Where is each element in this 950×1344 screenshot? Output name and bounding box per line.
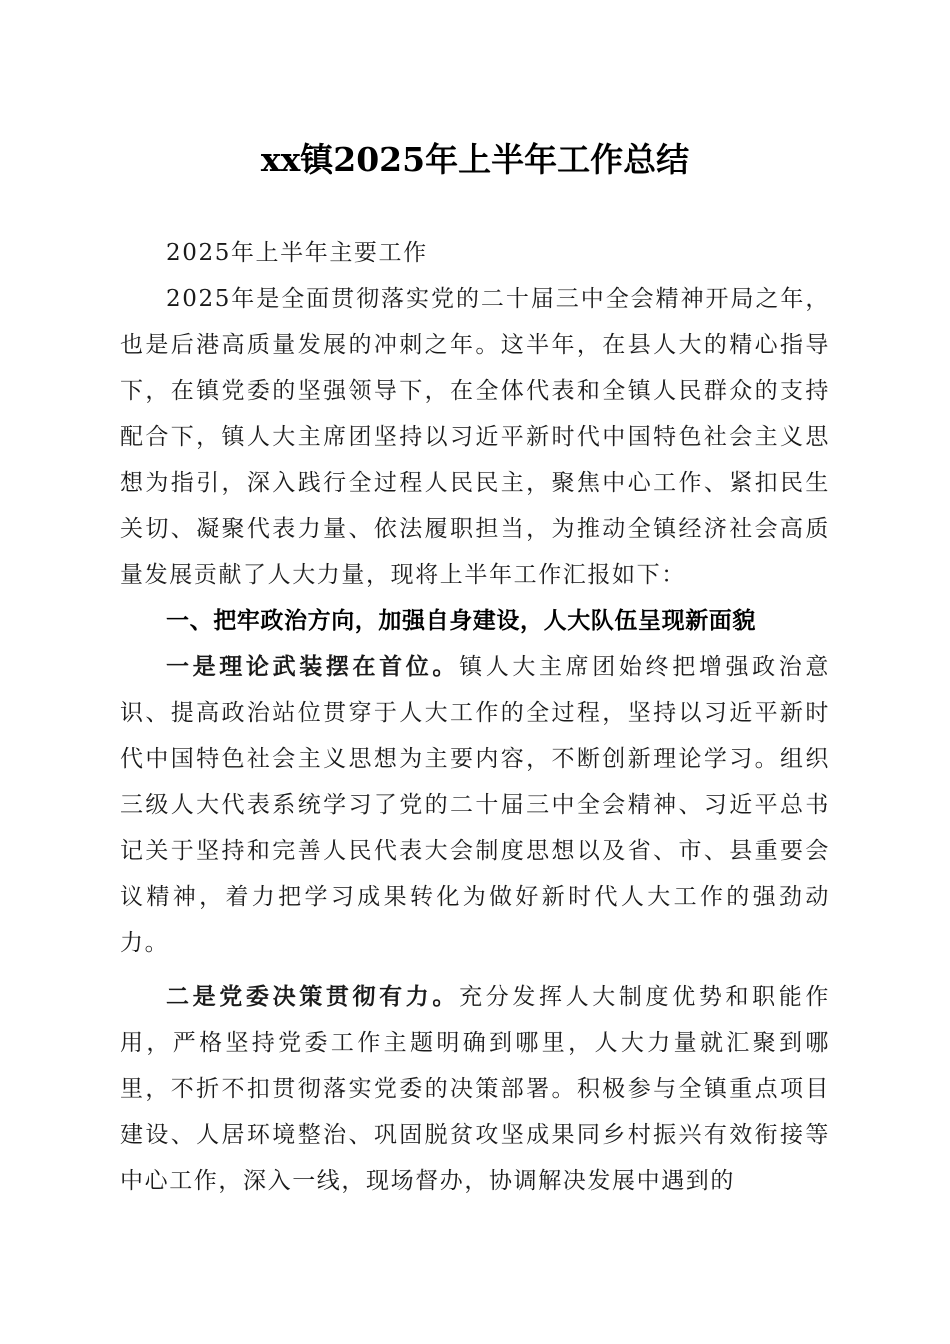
point-1-paragraph: [120, 644, 830, 966]
point-2-text: 充分发挥人大制度优势和职能作用，严格坚持党委工作主题明确到哪里，人大力量就汇聚到哪里，不折不扣贯彻落实党委的决策部署。积极参与全镇重点项目建设、人居环境整治、巩固脱贫攻坚成果同乡村振兴有效衔接等中心工作，深入一线，现场督办，协调解决发展中遇到的: [120, 984, 830, 1194]
point-2-lead: 二是党委决策贯彻有力。: [166, 983, 460, 1010]
point-1-lead: 一是理论武装摆在首位。: [166, 653, 460, 680]
section-subtitle: 2025年上半年主要工作: [166, 240, 428, 266]
section-heading-1: 一、把牢政治方向，加强自身建设，人大队伍呈现新面貌: [166, 608, 756, 634]
intro-paragraph: 2025年是全面贯彻落实党的二十届三中全会精神开局之年，也是后港高质量发展的冲刺之年。这半年，在县人大的精心指导下，在镇党委的坚强领导下，在全体代表和全镇人民群众的支持配合下，镇人大主席团坚持以习近平新时代中国特色社会主义思想为指引，深入践行全过程人民民主，聚焦中心工作、紧扣民生关切、凝聚代表力量、依法履职担当，为推动全镇经济社会高质量发展贡献了人大力量，现将上半年工作汇报如下：: [120, 286, 830, 588]
document-body: [120, 230, 830, 1204]
document-title: xx镇2025年上半年工作总结: [260, 140, 690, 179]
point-2-paragraph: [120, 974, 830, 1204]
point-1-text: 镇人大主席团始终把增强政治意识、提高政治站位贯穿于人大工作的全过程，坚持以习近平新时代中国特色社会主义思想为主要内容，不断创新理论学习。组织三级人大代表系统学习了党的二十届三中全会精神、习近平总书记关于坚持和完善人民代表大会制度思想以及省、市、县重要会议精神，着力把学习成果转化为做好新时代人大工作的强劲动力。: [120, 654, 830, 956]
